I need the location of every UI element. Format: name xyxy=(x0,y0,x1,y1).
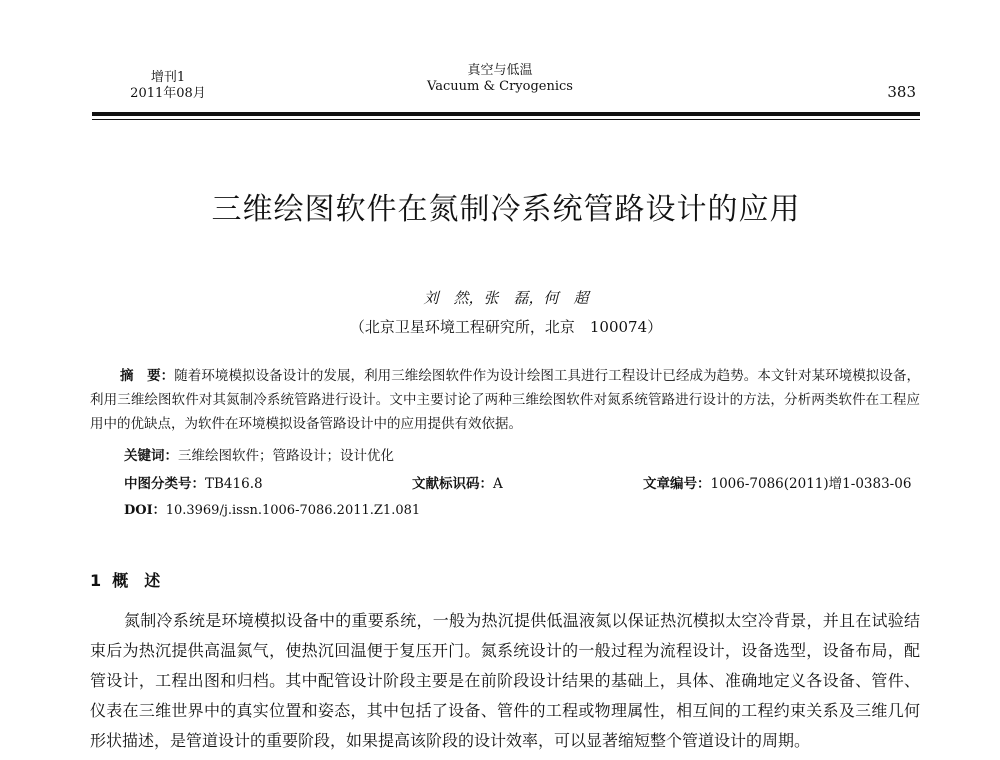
keywords xyxy=(124,446,394,466)
clc-text: TB416.8 xyxy=(205,476,263,492)
body-paragraph: 氮制冷系统是环境模拟设备中的重要系统，一般为热沉提供低温液氮以保证热沉模拟太空冷背景，并且在试验结束后为热沉提供高温氮气，使热沉回温便于复压开门。氮系统设计的一般过程为流程设计，设备选型，设备布局，配管设计，工程出图和归档。其中配管设计阶段主要是在前阶段设计结果的基础上，具体、准确地定义各设备、管件、仪表在三维世界中的真实位置和姿态，其中包括了设备、管件的工程或物理属性，相互间的工程约束关系及三维几何形状描述，是管道设计的重要阶段，如果提高该阶段的设计效率，可以显著缩短整个管道设计的周期。 xyxy=(90,611,920,750)
article-number xyxy=(643,474,911,494)
paper-title: 三维绘图软件在氮制冷系统管路设计的应用 xyxy=(211,192,801,227)
header-issue: 增刊1 xyxy=(150,70,186,85)
page-number: 383 xyxy=(887,83,916,101)
article-no-label: 文章编号： xyxy=(643,476,711,492)
doc-code-text: A xyxy=(493,476,503,492)
clc-label: 中图分类号： xyxy=(124,476,205,492)
journal-name-en: Vacuum & Cryogenics xyxy=(427,79,573,94)
abstract xyxy=(90,364,920,436)
article-no-text: 1006-7086(2011)增1-0383-06 xyxy=(710,476,912,492)
clc-number xyxy=(124,474,263,494)
section-heading xyxy=(90,568,160,591)
keywords-label: 关键词： xyxy=(124,448,178,464)
section-title: 概 述 xyxy=(112,571,161,590)
header-rule-thin xyxy=(92,119,920,120)
doi-text: 10.3969/j.issn.1006-7086.2011.Z1.081 xyxy=(165,503,421,518)
affiliation: （北京卫星环境工程研究所，北京 100074） xyxy=(349,318,663,336)
journal-name-cn: 真空与低温 xyxy=(467,63,533,78)
abstract-text: 随着环境模拟设备设计的发展，利用三维绘图软件作为设计绘图工具进行工程设计已经成为趋势。本文针对某环境模拟设备，利用三维绘图软件对其氮制冷系统管路进行设计。文中主要讨论了两种三维绘图软件对氮系统管路进行设计的方法，分析两类软件在工程应用中的优缺点，为软件在环境模拟设备管路设计中的应用提供有效依据。 xyxy=(90,368,921,432)
keywords-text: 三维绘图软件；管路设计；设计优化 xyxy=(178,448,394,464)
header-issue-block xyxy=(108,70,228,102)
doi-label: DOI： xyxy=(124,503,166,518)
header-journal-block xyxy=(390,63,610,95)
doi xyxy=(124,501,420,521)
abstract-label: 摘 要： xyxy=(120,368,175,384)
authors: 刘 然，张 磊，何 超 xyxy=(423,289,589,307)
header-rule-thick xyxy=(92,112,920,116)
section-number: 1 xyxy=(90,571,102,590)
doc-code-label: 文献标识码： xyxy=(412,476,493,492)
document-code xyxy=(412,474,503,494)
header-date: 2011年08月 xyxy=(130,86,206,101)
